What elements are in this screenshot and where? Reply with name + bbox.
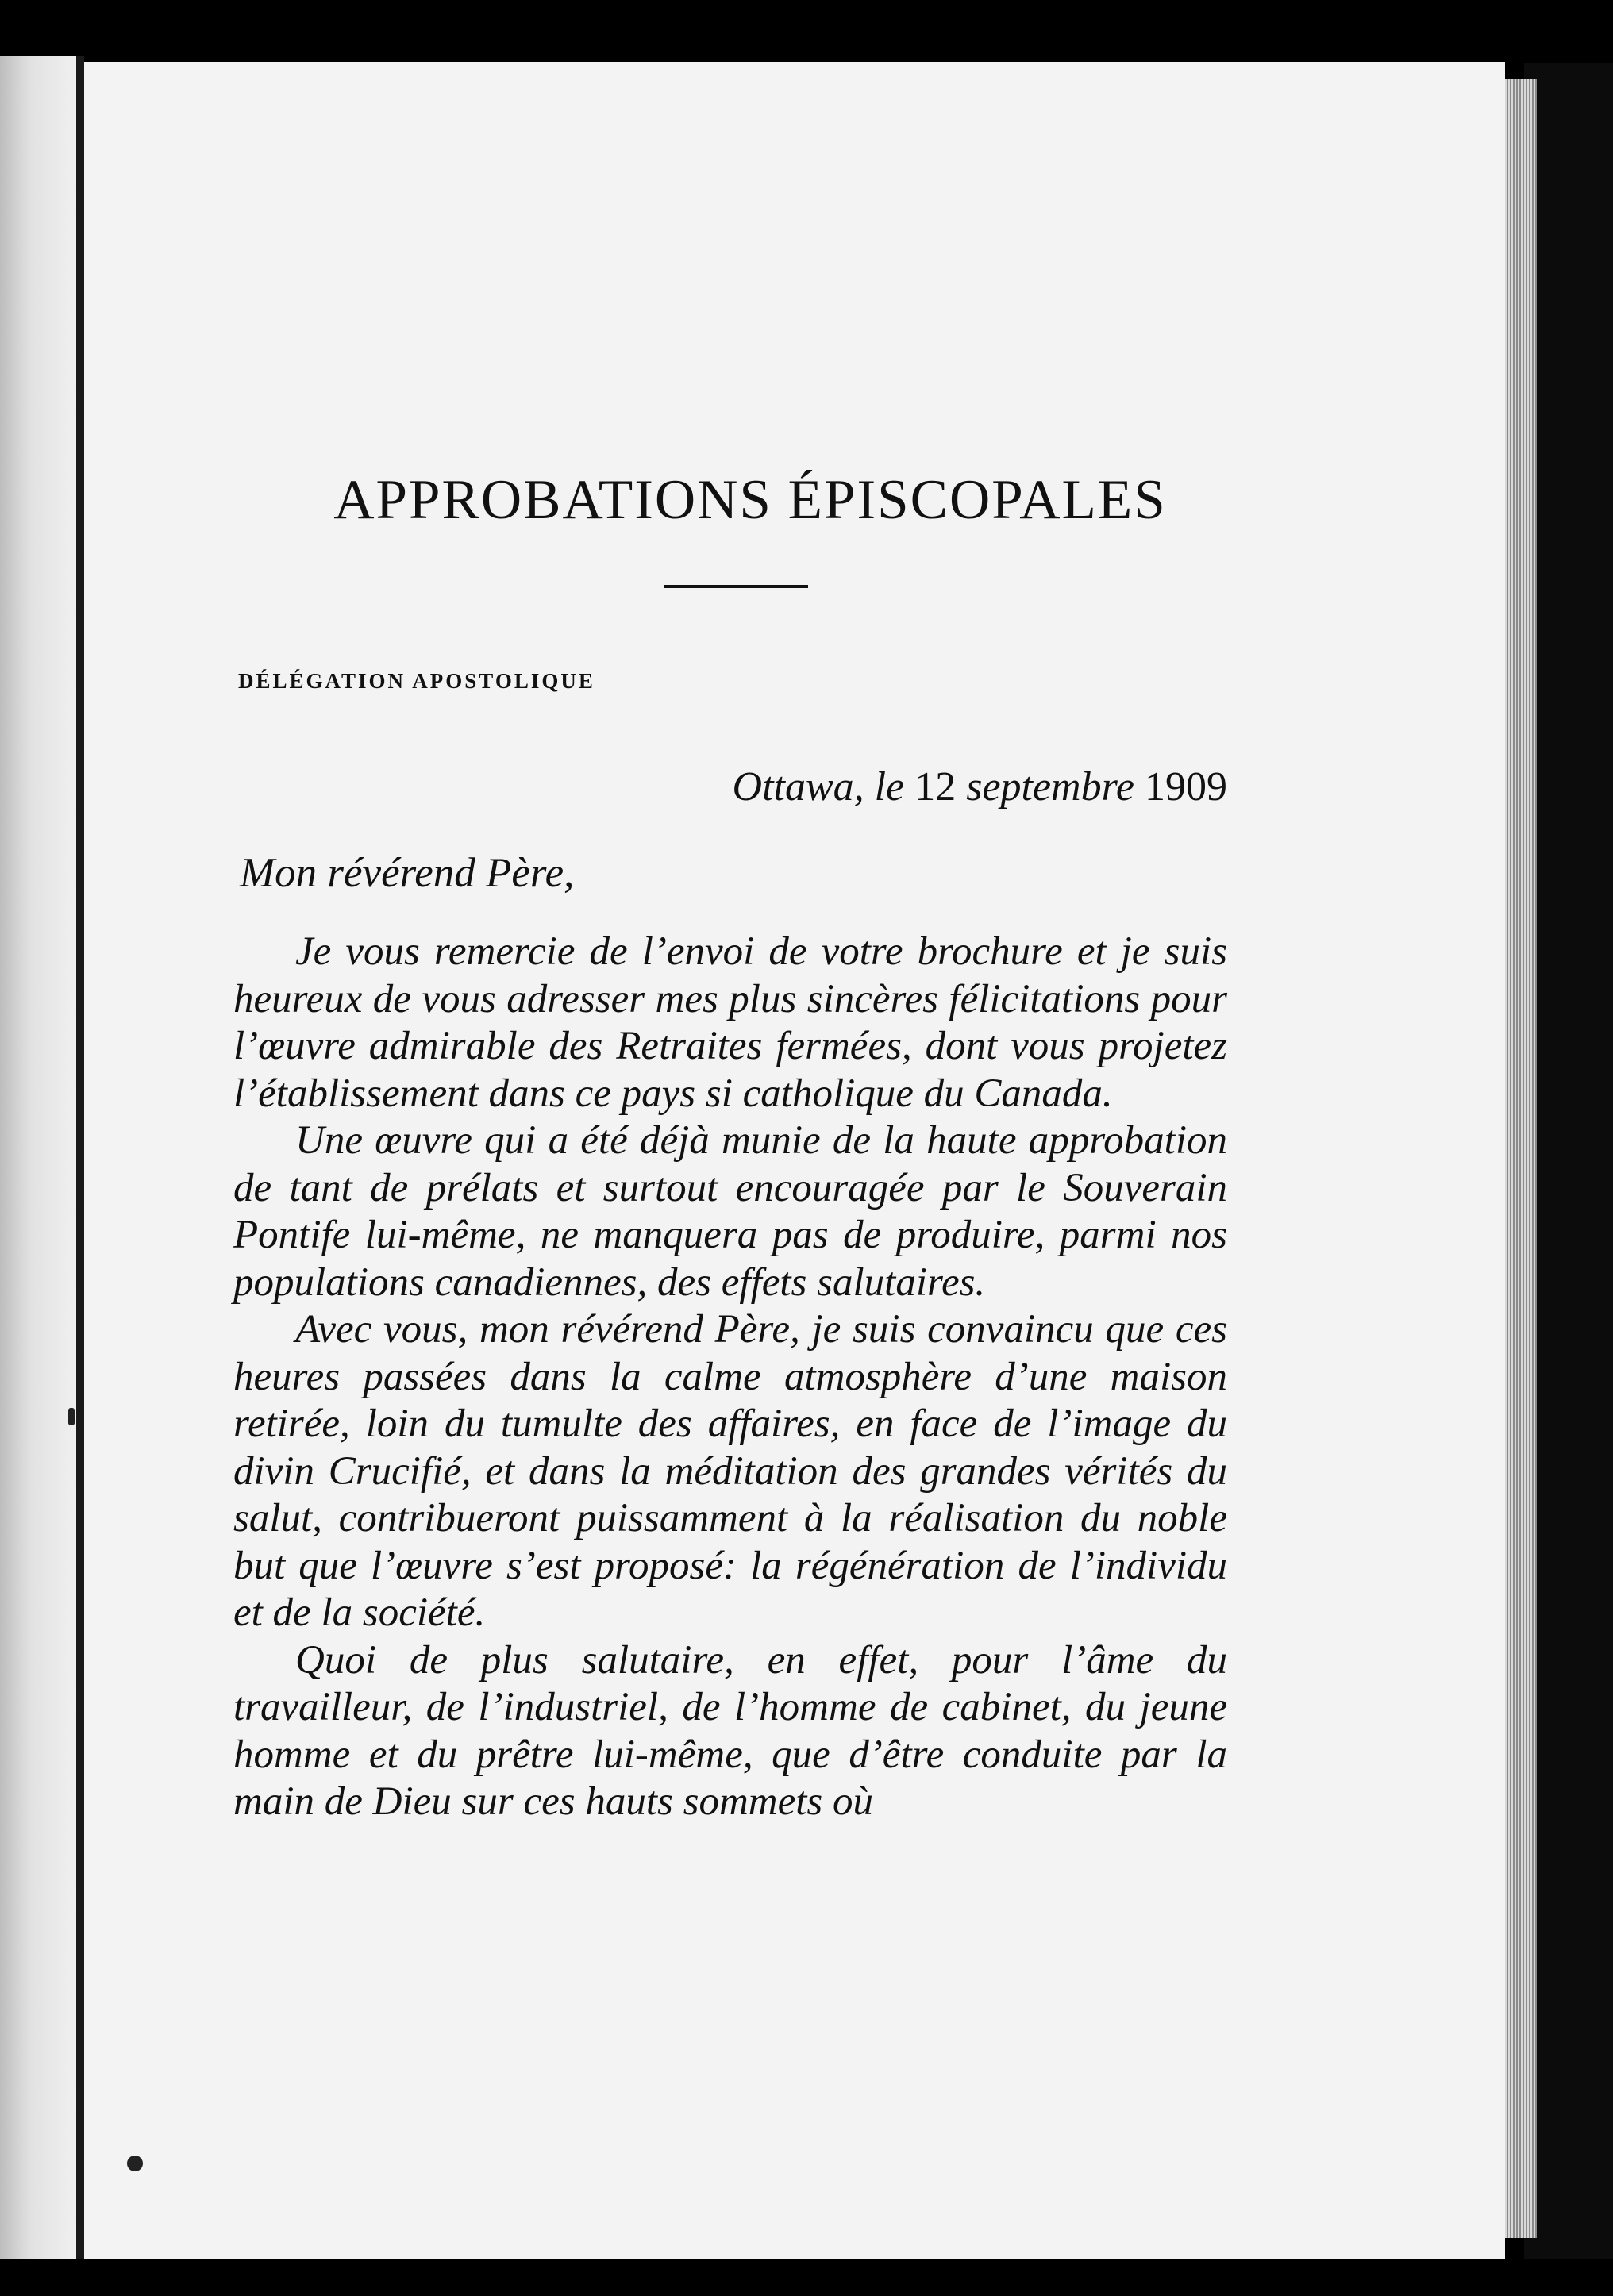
ink-speck — [127, 2156, 143, 2171]
letter-body — [233, 929, 1227, 1826]
page-title: APPROBATIONS ÉPISCOPALES — [333, 469, 1167, 531]
book-edge-shadow — [1524, 63, 1613, 2296]
facing-page-edge — [0, 56, 76, 2270]
dateline-month: septembre — [966, 764, 1134, 810]
ink-speck — [68, 1408, 75, 1425]
paragraph: Quoi de plus salutaire, en effet, pour l’âme du travailleur, de l’industriel, de l’homme de cabinet, du jeune homme et du prêtre lui-même, que d’être conduite par la main de Dieu sur ces hauts sommets où — [233, 1637, 1227, 1824]
dateline — [733, 763, 1227, 810]
section-label: DÉLÉGATION APOSTOLIQUE — [238, 669, 595, 693]
title-divider — [664, 585, 808, 588]
dateline-year: 1909 — [1145, 764, 1227, 810]
paragraph: Je vous remercie de l’envoi de votre brochure et je suis heureux de vous adresser mes plus sincères félicitations pour l’œuvre admirable des Retraites fermées, dont vous projetez l’établissement dans ce pays si catholique du Canada. — [233, 929, 1227, 1116]
dateline-place: Ottawa, le — [732, 764, 905, 810]
salutation: Mon révérend Père, — [240, 850, 575, 896]
paragraph: Avec vous, mon révérend Père, je suis convaincu que ces heures passées dans la calme atmosphère d’une maison retirée, loin du tumulte des affaires, en face de l’image du divin Crucifié, et dans la méditation des grandes vérités du salut, contribueront puissamment à la réalisation du noble but que l’œuvre s’est proposé: la régénération de l’individu et de la société. — [233, 1307, 1227, 1635]
dateline-day: 12 — [914, 764, 957, 810]
book-gutter — [76, 56, 84, 2270]
scan-border — [0, 2259, 1613, 2296]
paragraph: Une œuvre qui a été déjà munie de la haute approbation de tant de prélats et surtout encouragée par le Souverain Pontife lui-même, ne manquera pas de produire, parmi nos populations canadiennes, des effets salutaires. — [233, 1118, 1227, 1305]
